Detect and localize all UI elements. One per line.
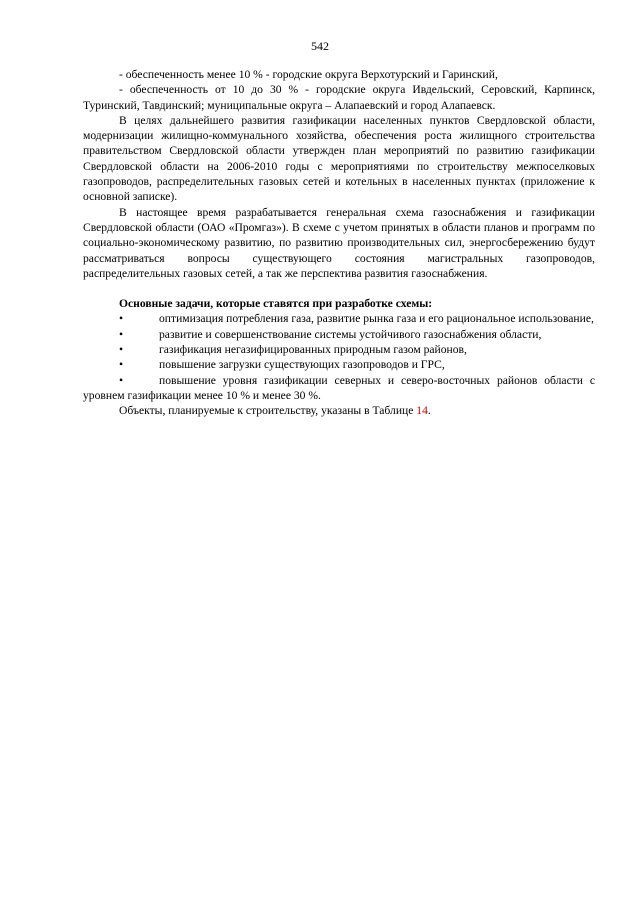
- list-item-text: повышение уровня газификации северных и северо-восточных районов области с уровнем газификации менее 10 % и менее 30 %.: [83, 373, 595, 402]
- closing-period: .: [427, 404, 431, 418]
- closing-text: Объекты, планируемые к строительству, указаны в Таблице: [119, 404, 417, 418]
- paragraph-gasification-plan: В целях дальнейшего развития газификации населенных пунктов Свердловской области, модернизации жилищно-коммунального хозяйства, обеспечения роста жилищного строительства правительством Свердловской области утвержден план мероприятий по развитию газификации Свердловской области на 2006-2010 годы с мероприятиями по строительству межпоселковых газопроводов, распределительных газовых сетей и котельных в населенных пунктах (приложение к основной записке).: [83, 113, 595, 204]
- list-item-text: повышение загрузки существующих газопроводов и ГРС,: [159, 358, 445, 372]
- list-item-text: оптимизация потребления газа, развитие рынка газа и его рациональное использование,: [159, 312, 594, 326]
- paragraph-coverage-10-30: - обеспеченность от 10 до 30 % - городские округа Ивдельский, Серовский, Карпинск, Туринский, Тавдинский; муниципальные округа – Алапаевский и город Алапаевск.: [83, 83, 595, 112]
- list-item: [83, 342, 595, 357]
- bullet-icon: •: [119, 327, 124, 341]
- table-reference-link[interactable]: 14: [416, 404, 428, 418]
- list-item-text: газификация негазифицированных природным газом районов,: [159, 343, 467, 357]
- bullet-icon: •: [119, 343, 124, 357]
- list-item: [83, 311, 595, 326]
- tasks-list: [83, 311, 595, 403]
- paragraph-coverage-under-10: - обеспеченность менее 10 % - городские округа Верхотурский и Гаринский,: [119, 68, 498, 81]
- page-body: [83, 67, 595, 419]
- bullet-icon: •: [119, 312, 124, 326]
- bullet-icon: •: [119, 373, 124, 387]
- list-item: [83, 373, 595, 404]
- page-number: 542: [311, 39, 329, 53]
- bullet-icon: •: [119, 358, 124, 372]
- closing-paragraph: [83, 403, 595, 418]
- paragraph-general-scheme: В настоящее время разрабатывается генеральная схема газоснабжения и газификации Свердловской области (ОАО «Промгаз»). В схеме с учетом принятых в области планов и программ по социально-экономическому развитию, по развитию производительных сил, энергосбережению будут рассматриваться вопросы существующего состояния магистральных газопроводов, распределительных газовых сетей, а так же перспектива развития газоснабжения.: [83, 205, 595, 280]
- list-item: [83, 327, 595, 342]
- tasks-heading: Основные задачи, которые ставятся при разработке схемы:: [119, 297, 433, 311]
- list-item: [83, 357, 595, 372]
- list-item-text: развитие и совершенствование системы устойчивого газоснабжения области,: [159, 327, 542, 341]
